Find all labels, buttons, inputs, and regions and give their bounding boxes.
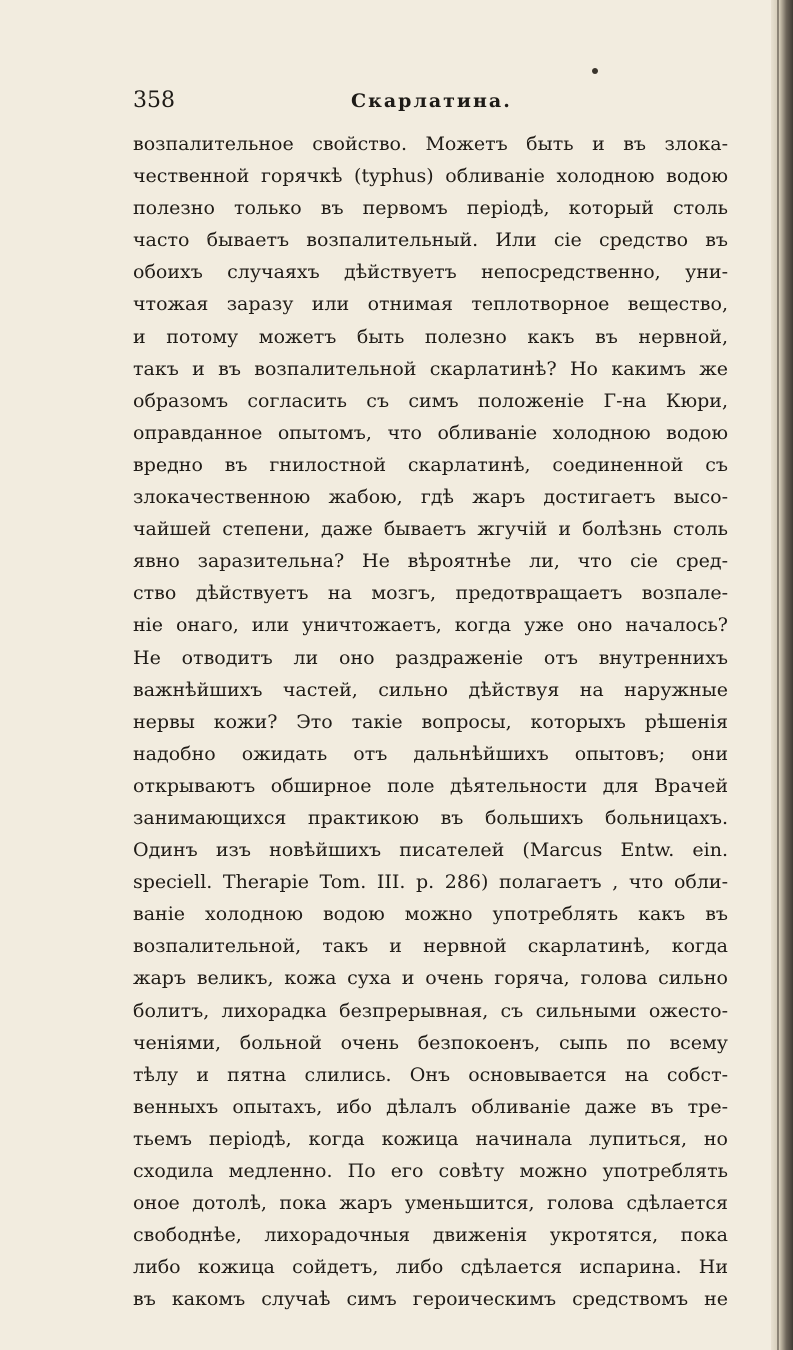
ink-spot [592, 68, 598, 74]
text-line: злокачественною жабою, гдѣ жаръ достигаетъ высо- [133, 486, 728, 509]
text-line: часто бываетъ возпалительный. Или сіе средство въ [133, 229, 728, 252]
text-line: либо кожица сойдетъ, либо сдѣлается испарина. Ни [133, 1256, 728, 1279]
text-line: занимающихся практикою въ большихъ больницахъ. [133, 806, 728, 829]
page-edge-line [777, 0, 779, 1350]
text-line: тѣлу и пятна слились. Онъ основывается на собст- [133, 1063, 728, 1086]
text-line: оное дотолѣ, пока жаръ уменьшится, голова сдѣлается [133, 1192, 728, 1215]
text-line: ваніе холодною водою можно употреблять какъ въ [133, 903, 728, 926]
text-line: въ какомъ случаѣ симъ героическимъ средствомъ не [133, 1288, 728, 1311]
text-line: жаръ великъ, кожа суха и очень горяча, голова сильно [133, 967, 728, 990]
text-line: свободнѣе, лихорадочныя движенія укротятся, пока [133, 1224, 728, 1247]
text-line: чайшей степени, даже бываетъ жгучій и болѣзнь столь [133, 518, 728, 541]
page-header [133, 88, 723, 118]
text-line: вредно въ гнилостной скарлатинѣ, соединенной съ [133, 453, 728, 476]
text-line: болитъ, лихорадка безпрерывная, съ сильными ожесто- [133, 999, 728, 1022]
text-line: сходила медленно. По его совѣту можно употреблять [133, 1160, 728, 1182]
text-line: ченіями, больной очень безпокоенъ, сыпь по всему [133, 1031, 728, 1054]
page-edge-shadow [771, 0, 793, 1350]
text-line: венныхъ опытахъ, ибо дѣлалъ обливаніе даже въ тре- [133, 1095, 728, 1118]
text-line: образомъ согласить съ симъ положеніе Г-на Кюри, [133, 389, 728, 412]
body-text [133, 128, 728, 1315]
text-line: оправданное опытомъ, что обливаніе холодною водою [133, 421, 728, 444]
text-line: чтожая заразу или отнимая теплотворное вещество, [133, 293, 728, 316]
text-line: надобно ожидать отъ дальнѣйшихъ опытовъ; они [133, 742, 728, 765]
running-title: Скарлатина. [351, 90, 512, 112]
text-line: возпалительной, такъ и нервной скарлатинѣ, когда [133, 935, 728, 958]
text-line: возпалительное свойство. Можетъ быть и въ злока- [133, 133, 728, 155]
text-line: полезно только въ первомъ періодѣ, который столь [133, 197, 728, 220]
text-line: такъ и въ возпалительной скарлатинѣ? Но какимъ же [133, 357, 728, 380]
text-line: явно заразительна? Не вѣроятнѣе ли, что сіе сред- [133, 550, 728, 573]
text-line: обоихъ случаяхъ дѣйствуетъ непосредственно, уни- [133, 261, 728, 284]
text-line: speciell. Therapie Tom. III. p. 286) полагаетъ , что обли- [133, 871, 728, 894]
text-line: Не отводитъ ли оно раздраженіе отъ внутреннихъ [133, 646, 728, 669]
page-number: 358 [133, 88, 175, 113]
text-line: тьемъ періодѣ, когда кожица начинала лупиться, но [133, 1127, 728, 1150]
text-line: Одинъ изъ новѣйшихъ писателей (Marcus Entw. ein. [133, 839, 728, 862]
text-line: важнѣйшихъ частей, сильно дѣйствуя на наружные [133, 678, 728, 701]
text-line: открываютъ обширное поле дѣятельности для Врачей [133, 774, 728, 797]
text-line: и потому можетъ быть полезно какъ въ нервной, [133, 325, 728, 348]
text-line: нервы кожи? Это такіе вопросы, которыхъ рѣшенія [133, 710, 728, 733]
text-line: ство дѣйствуетъ на мозгъ, предотвращаетъ возпале- [133, 582, 728, 605]
text-line: ніе онаго, или уничтожаетъ, когда уже оно началось? [133, 614, 728, 637]
text-line: чественной горячкѣ (typhus) обливаніе холодною водою [133, 165, 728, 188]
